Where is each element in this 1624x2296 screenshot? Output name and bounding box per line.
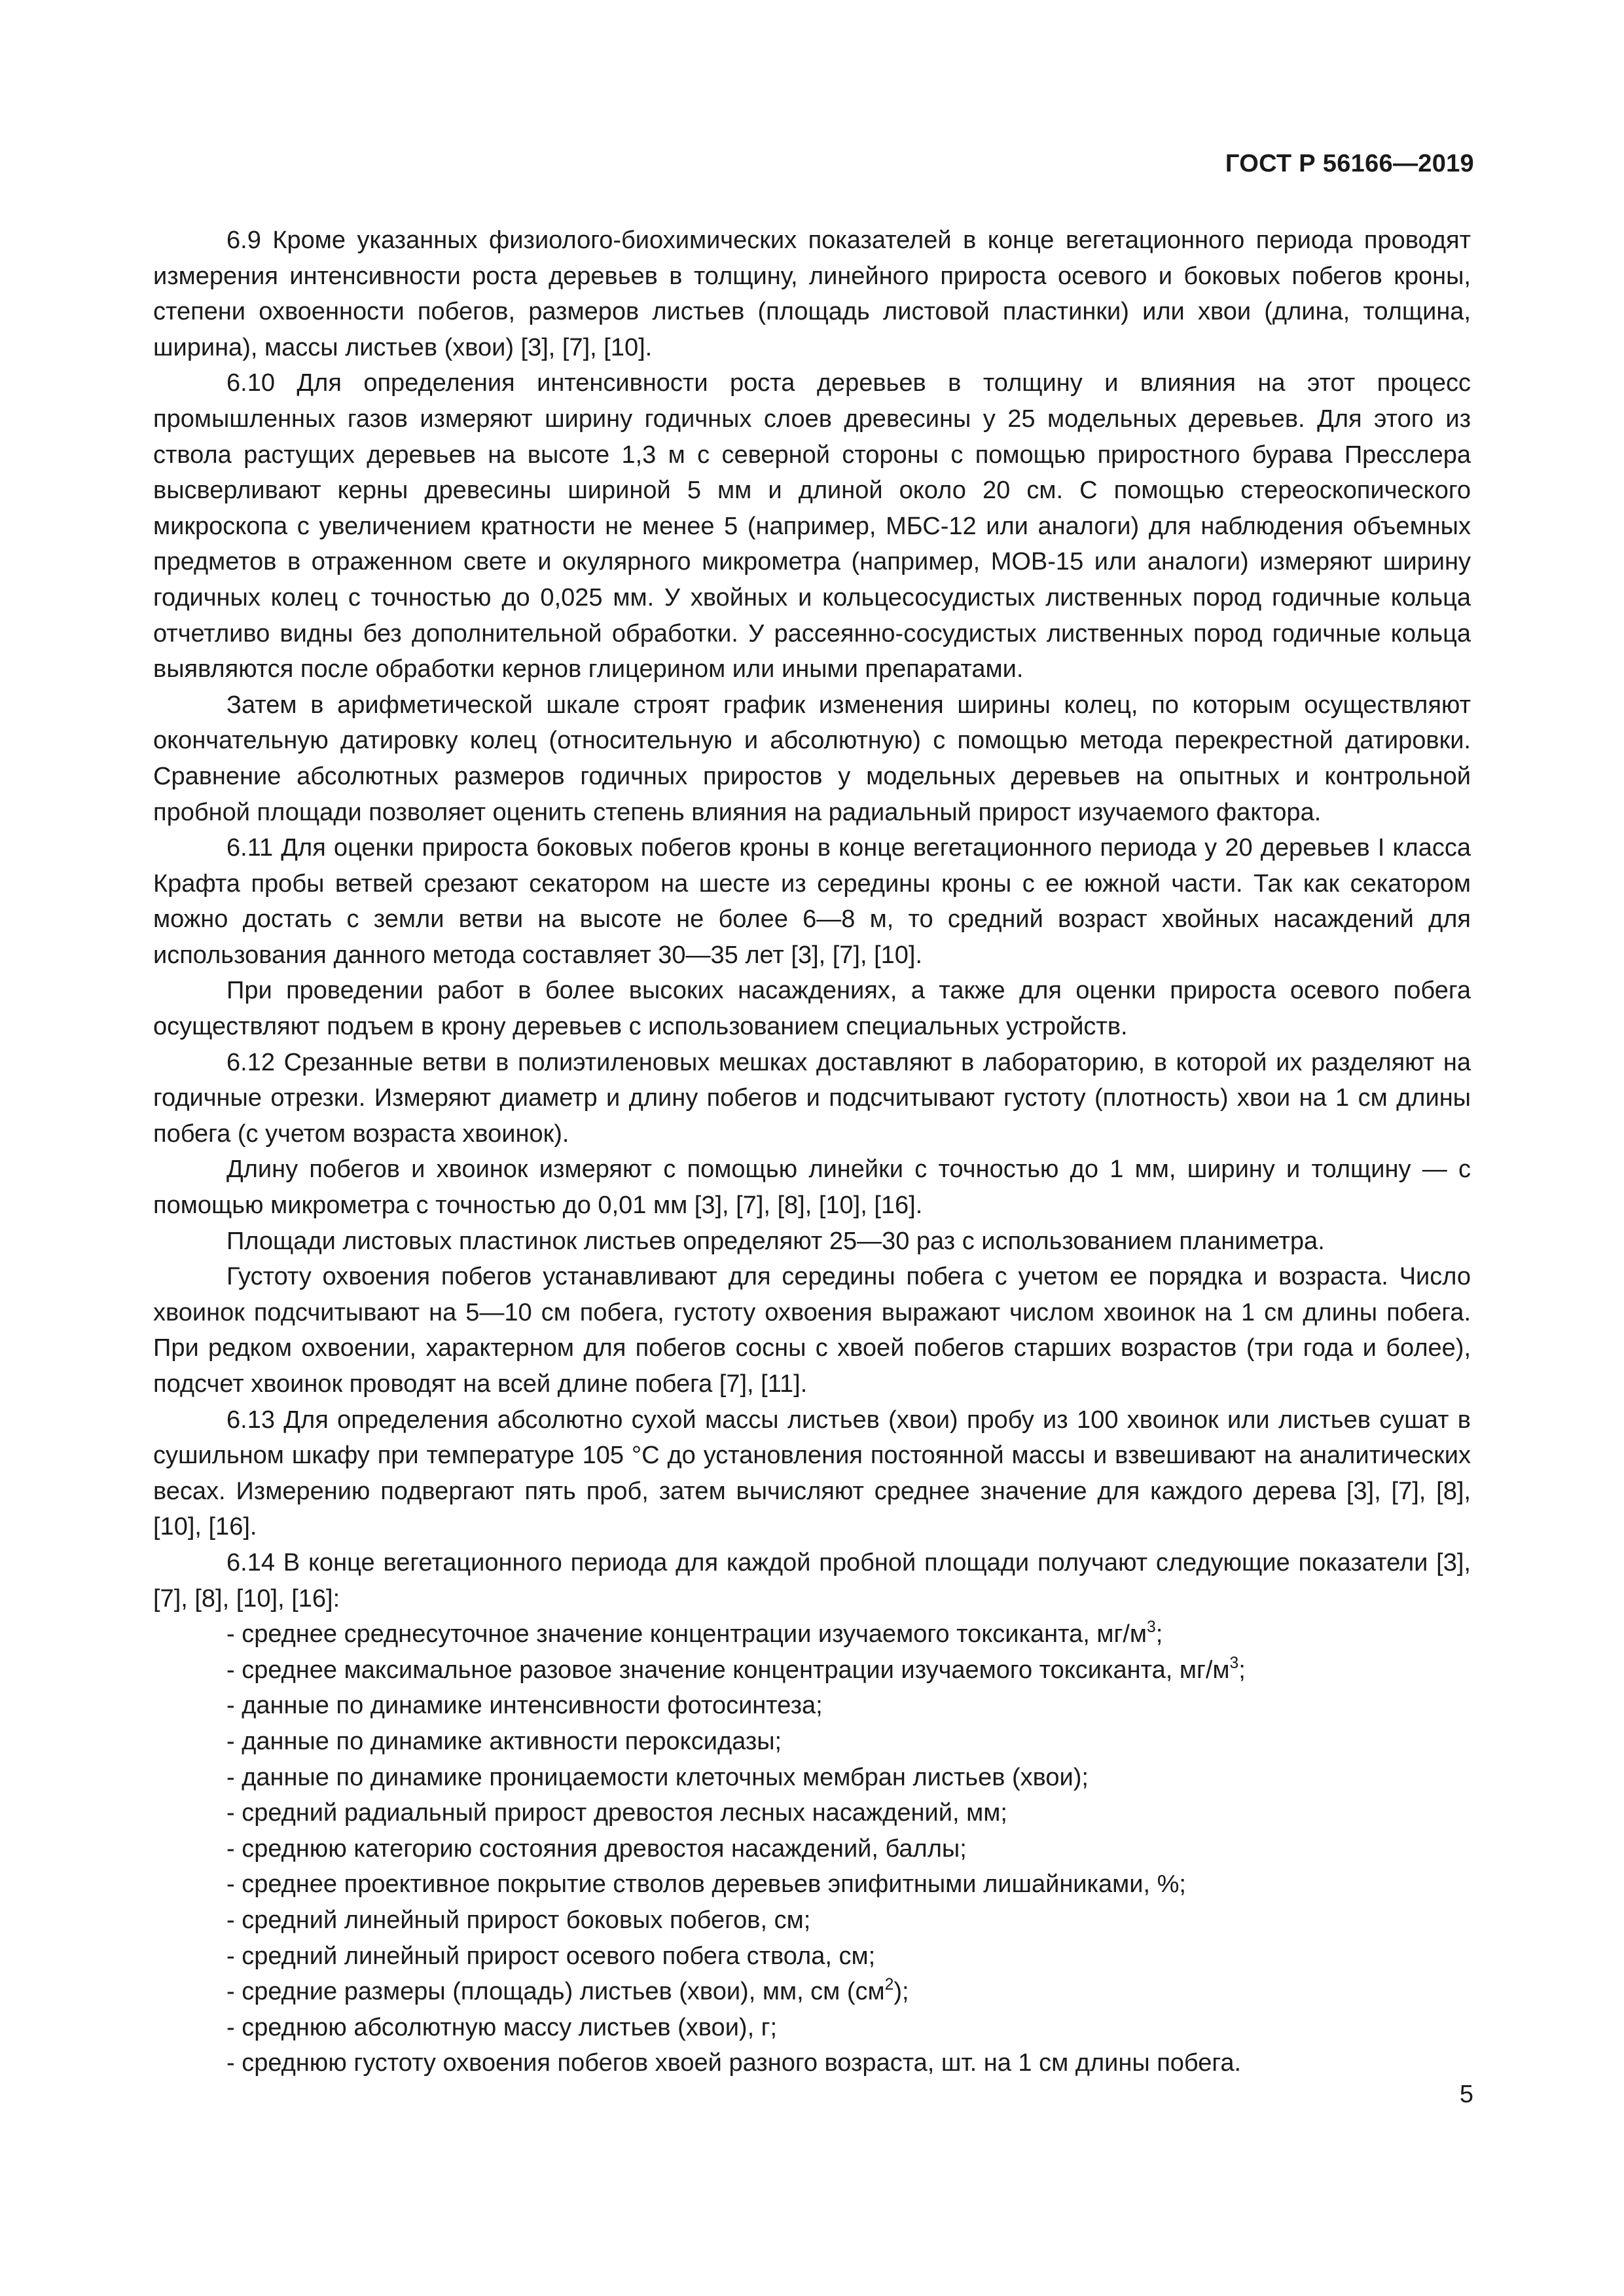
list-item: - средний линейный прирост осевого побега ствола, см;	[226, 1942, 876, 1970]
paragraph-6-13: 6.13 Для определения абсолютно сухой массы листьев (хвои) пробу из 100 хвоинок или листьев сушат в сушильном шкафу при температуре 105 °С до установления постоянной массы и взвешивают на аналитических весах. Измерению подвергают пять проб, затем вычисляют среднее значение для каждого дерева [3], [7], [8], [10], [16].	[153, 1406, 1471, 1541]
paragraph-6-14: 6.14 В конце вегетационного периода для каждой пробной площади получают следующие показатели [3], [7], [8], [10], [16]:	[153, 1548, 1471, 1613]
paragraph-6-9: 6.9 Кроме указанных физиолого-биохимических показателей в конце вегетационного периода проводят измерения интенсивности роста деревьев в толщину, линейного прироста осевого и боковых побегов кроны, степени охвоенности побегов, размеров листьев (площадь листовой пластинки) или хвои (длина, толщина, ширина), массы листьев (хвои) [3], [7], [10].	[153, 227, 1471, 361]
paragraph-6-10: 6.10 Для определения интенсивности роста деревьев в толщину и влияния на этот процесс промышленных газов измеряют ширину годичных слоев древесины у 25 модельных деревьев. Для этого из ствола растущих деревьев на высоте 1,3 м с северной стороны с помощью приростного бурава Пресслера высверливают керны древесины шириной 5 мм и длиной около 20 см. С помощью стереоскопического микроскопа с увеличением кратности не менее 5 (например, МБС-12 или аналоги) для наблюдения объемных предметов в отраженном свете и окулярного микрометра (например, МОВ-15 или аналоги) измеряют ширину годичных колец с точностью до 0,025 мм. У хвойных и кольцесосудистых лиственных пород годичные кольца отчетливо видны без дополнительной обработки. У рассеянно-сосудистых лиственных пород годичные кольца выявляются после обработки кернов глицерином или иными препаратами.	[153, 369, 1471, 683]
paragraph-measurement-precision: Длину побегов и хвоинок измеряют с помощью линейки с точностью до 1 мм, ширину и толщину — с помощью микрометра с точностью до 0,01 мм [3], [7], [8], [10], [16].	[153, 1156, 1471, 1220]
list-item: - среднюю абсолютную массу листьев (хвои), г;	[226, 2013, 778, 2041]
paragraph-cross-dating: Затем в арифметической шкале строят график изменения ширины колец, по которым осуществляют окончательную датировку колец (относительную и абсолютную) с помощью метода перекрестной датировки. Сравнение абсолютных размеров годичных приростов у модельных деревьев на опытных и контрольной пробной площади позволяет оценить степень влияния на радиальный прирост изучаемого фактора.	[153, 691, 1471, 826]
paragraph-tall-stands: При проведении работ в более высоких насаждениях, а также для оценки прироста осевого побега осуществляют подъем в крону деревьев с использованием специальных устройств.	[153, 977, 1471, 1041]
document-body	[153, 223, 1471, 2081]
indicators-list	[153, 1616, 1471, 2081]
list-item: - среднее проективное покрытие стволов деревьев эпифитными лишайниками, %;	[226, 1870, 1186, 1899]
page-number: 5	[1459, 2081, 1473, 2108]
paragraph-needle-density: Густоту охвоения побегов устанавливают для середины побега с учетом ее порядка и возраста. Число хвоинок подсчитывают на 5—10 см побега, густоту охвоения выражают числом хвоинок на 1 см длины побега. При редком охвоении, характерном для побегов сосны с хвоей побегов старших возрастов (три года и более), подсчет хвоинок проводят на всей длине побега [7], [11].	[153, 1263, 1471, 1398]
list-item: - средний радиальный прирост древостоя лесных насаждений, мм;	[226, 1799, 1007, 1827]
list-item: - средний линейный прирост боковых побегов, см;	[226, 1906, 811, 1934]
list-item: - среднее максимальное разовое значение концентрации изучаемого токсиканта, $мг/м^3$;	[226, 1654, 1246, 1684]
paragraph-leaf-area: Площади листовых пластинок листьев определяют 25—30 раз с использованием планиметра.	[226, 1227, 1325, 1255]
list-item: - среднее среднесуточное значение концентрации изучаемого токсиканта, $мг/м^3$;	[226, 1618, 1163, 1649]
list-item: - среднюю густоту охвоения побегов хвоей разного возраста, шт. на 1 см длины побега.	[226, 2049, 1242, 2077]
document-code: ГОСТ Р 56166—2019	[1225, 150, 1474, 177]
list-item: - данные по динамике проницаемости клеточных мембран листьев (хвои);	[226, 1763, 1089, 1791]
paragraph-6-12: 6.12 Срезанные ветви в полиэтиленовых мешках доставляют в лабораторию, в которой их разделяют на годичные отрезки. Измеряют диаметр и длину побегов и подсчитывают густоту (плотность) хвои на 1 см длины побега (с учетом возраста хвоинок).	[153, 1048, 1471, 1148]
list-item: - среднюю категорию состояния древостоя насаждений, баллы;	[226, 1834, 967, 1863]
paragraph-6-11: 6.11 Для оценки прироста боковых побегов кроны в конце вегетационного периода у 20 деревьев I класса Крафта пробы ветвей срезают секатором на шесте из середины кроны с ее южной части. Так как секатором можно достать с земли ветви на высоте не более 6—8 м, то средний возраст хвойных насаждений для использования данного метода составляет 30—35 лет [3], [7], [10].	[153, 834, 1471, 969]
list-item: - данные по динамике активности пероксидазы;	[226, 1727, 782, 1755]
list-item: - средние размеры (площадь) листьев (хвои), мм, см $(см^2)$;	[226, 1976, 909, 2006]
list-item: - данные по динамике интенсивности фотосинтеза;	[226, 1692, 823, 1720]
